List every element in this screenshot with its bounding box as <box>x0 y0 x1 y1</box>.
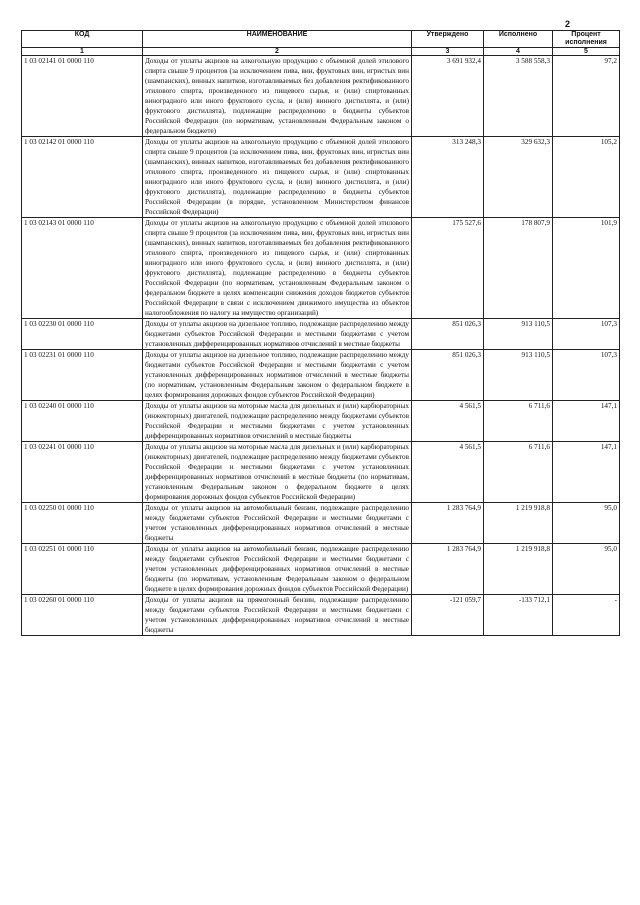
row-approved: 851 026,3 <box>412 350 484 401</box>
row-percent: 105,2 <box>553 137 620 218</box>
row-executed: -133 712,1 <box>484 595 553 636</box>
table-row <box>22 544 620 595</box>
row-code: 1 03 02240 01 0000 110 <box>22 401 143 442</box>
row-executed: 6 711,6 <box>484 401 553 442</box>
row-approved: 851 026,3 <box>412 319 484 350</box>
column-number: 5 <box>553 48 620 56</box>
row-executed: 6 711,6 <box>484 442 553 503</box>
row-name: Доходы от уплаты акцизов на дизельное топливо, подлежащие распределению между бюджетами субъектов Российской Федерации и местными бюджетами с учетом установленных дифференцированных нормативов отчислений в местные бюджеты (по нормативам, установленным Федеральным законом о федеральном бюджете в целях формирования дорожных фондов субъектов Российской Федерации) <box>143 350 412 401</box>
row-name: Доходы от уплаты акцизов на алкогольную продукцию с объемной долей этилового спирта свыше 9 процентов (за исключением пива, вин, фруктовых вин, игристых вин (шампанских), винных напитков, изготавливаемых без добавления ректификованного этилового спирта, произведенного из пищевого сырья, и (или) спиртованных виноградного или иного фруктового сусла, и (или) винного дистиллята, и (или) фруктового дистиллята), подлежащие распределению в бюджеты субъектов Российской Федерации (в порядке, установленном Министерством финансов Российской Федерации) <box>143 137 412 218</box>
row-code: 1 03 02260 01 0000 110 <box>22 595 143 636</box>
row-executed: 1 219 918,8 <box>484 503 553 544</box>
row-code: 1 03 02142 01 0000 110 <box>22 137 143 218</box>
row-executed: 3 588 558,3 <box>484 56 553 137</box>
header-row <box>22 31 620 48</box>
row-name: Доходы от уплаты акцизов на алкогольную продукцию с объемной долей этилового спирта свыше 9 процентов (за исключением пива, вин, фруктовых вин, игристых вин (шампанских), винных напитков, изготавливаемых без добавления ректификованного этилового спирта, произведенного из пищевого сырья, и (или) спиртованных виноградного или иного фруктового сусла, и (или) винного дистиллята, и (или) фруктового дистиллята), подлежащие распределению в бюджеты субъектов Российской Федерации (по нормативам, установленным Федеральным законом о федеральном бюджете) <box>143 56 412 137</box>
row-approved: 4 561,5 <box>412 401 484 442</box>
header-name: НАИМЕНОВАНИЕ <box>143 31 412 48</box>
table-row <box>22 56 620 137</box>
row-name: Доходы от уплаты акцизов на автомобильный бензин, подлежащие распределению между бюджетами субъектов Российской Федерации и местными бюджетами с учетом установленных дифференцированных нормативов отчислений в местные бюджеты (по нормативам, установленным Федеральным законом о федеральном бюджете в целях формирования дорожных фондов субъектов Российской Федерации) <box>143 544 412 595</box>
row-percent: 107,3 <box>553 350 620 401</box>
table-row <box>22 350 620 401</box>
table-row <box>22 595 620 636</box>
row-approved: 1 283 764,9 <box>412 503 484 544</box>
row-percent: 97,2 <box>553 56 620 137</box>
column-number-row <box>22 48 620 56</box>
table-row <box>22 503 620 544</box>
row-approved: 313 248,3 <box>412 137 484 218</box>
row-code: 1 03 02251 01 0000 110 <box>22 544 143 595</box>
column-number: 1 <box>22 48 143 56</box>
row-code: 1 03 02141 01 0000 110 <box>22 56 143 137</box>
row-executed: 178 807,9 <box>484 218 553 319</box>
row-percent: 147,1 <box>553 401 620 442</box>
row-percent: 107,3 <box>553 319 620 350</box>
row-percent: 101,9 <box>553 218 620 319</box>
table-row <box>22 218 620 319</box>
table-row <box>22 401 620 442</box>
revenue-table <box>21 30 620 636</box>
row-code: 1 03 02250 01 0000 110 <box>22 503 143 544</box>
table-row <box>22 319 620 350</box>
row-approved: 1 283 764,9 <box>412 544 484 595</box>
header-approved: Утверждено <box>412 31 484 48</box>
row-executed: 913 110,5 <box>484 350 553 401</box>
header-percent: Процент исполнения <box>553 31 620 48</box>
row-name: Доходы от уплаты акцизов на дизельное топливо, подлежащие распределению между бюджетами субъектов Российской Федерации и местными бюджетами с учетом установленных дифференцированных нормативов отчислений в местные бюджеты <box>143 319 412 350</box>
row-executed: 913 110,5 <box>484 319 553 350</box>
row-code: 1 03 02143 01 0000 110 <box>22 218 143 319</box>
header-code: КОД <box>22 31 143 48</box>
row-name: Доходы от уплаты акцизов на моторные масла для дизельных и (или) карбюраторных (инжекторных) двигателей, подлежащие распределению между бюджетами субъектов Российской Федерации и местными бюджетами с учетом установленных дифференцированных нормативов отчислений в местные бюджеты (по нормативам, установленным Федеральным законом о федеральном бюджете в целях формирования дорожных фондов субъектов Российской Федерации) <box>143 442 412 503</box>
page-number: 2 <box>565 19 571 29</box>
row-code: 1 03 02230 01 0000 110 <box>22 319 143 350</box>
row-approved: 3 691 932,4 <box>412 56 484 137</box>
column-number: 3 <box>412 48 484 56</box>
row-percent: 147,1 <box>553 442 620 503</box>
row-percent: 95,0 <box>553 544 620 595</box>
table-row <box>22 137 620 218</box>
column-number: 2 <box>143 48 412 56</box>
header-executed: Исполнено <box>484 31 553 48</box>
row-name: Доходы от уплаты акцизов на автомобильный бензин, подлежащие распределению между бюджетами субъектов Российской Федерации и местными бюджетами с учетом установленных дифференцированных нормативов отчислений в местные бюджеты <box>143 503 412 544</box>
row-approved: 4 561,5 <box>412 442 484 503</box>
row-code: 1 03 02241 01 0000 110 <box>22 442 143 503</box>
row-approved: 175 527,6 <box>412 218 484 319</box>
row-name: Доходы от уплаты акцизов на моторные масла для дизельных и (или) карбюраторных (инжекторных) двигателей, подлежащие распределению между бюджетами субъектов Российской Федерации и местными бюджетами с учетом установленных дифференцированных нормативов отчислений в местные бюджеты <box>143 401 412 442</box>
column-number: 4 <box>484 48 553 56</box>
row-percent: 95,0 <box>553 503 620 544</box>
row-percent: - <box>553 595 620 636</box>
row-name: Доходы от уплаты акцизов на алкогольную продукцию с объемной долей этилового спирта свыше 9 процентов (за исключением пива, вин, фруктовых вин, игристых вин (шампанских), винных напитков, изготавливаемых без добавления ректификованного этилового спирта, произведенного из пищевого сырья, и (или) спиртованных виноградного или иного фруктового сусла, и (или) винного дистиллята, и (или) фруктового дистиллята), подлежащие распределению в бюджеты субъектов Российской Федерации (по нормативам, установленным Федеральным законом о федеральном бюджете в целях компенсации снижения доходов бюджетов субъектов Российской Федерации в связи с исключением движимого имущества из объектов налогообложения по налогу на имущество организаций) <box>143 218 412 319</box>
row-code: 1 03 02231 01 0000 110 <box>22 350 143 401</box>
table-row <box>22 442 620 503</box>
row-executed: 1 219 918,8 <box>484 544 553 595</box>
row-name: Доходы от уплаты акцизов на прямогонный бензин, подлежащие распределению между бюджетами субъектов Российской Федерации и местными бюджетами с учетом установленных дифференцированных нормативов отчислений в местные бюджеты <box>143 595 412 636</box>
row-approved: -121 059,7 <box>412 595 484 636</box>
row-executed: 329 632,3 <box>484 137 553 218</box>
